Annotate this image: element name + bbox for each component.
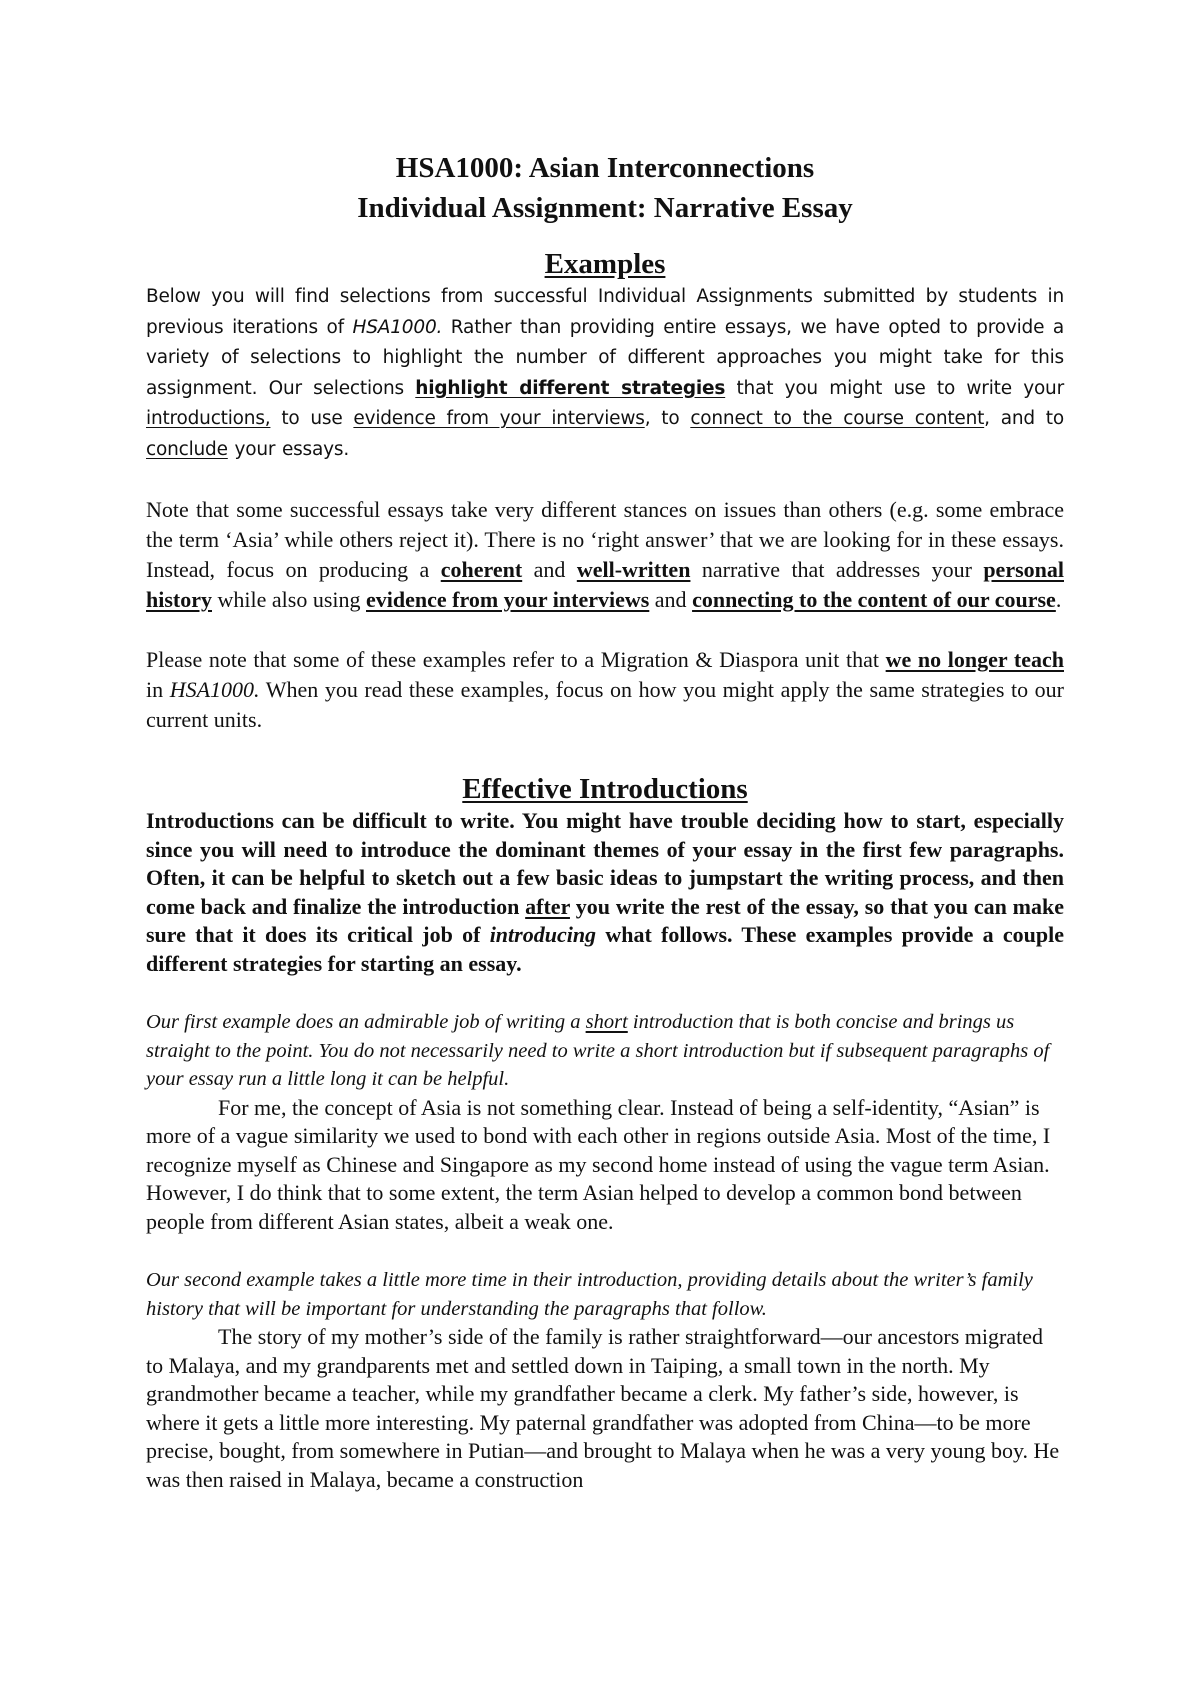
text-run: you write the rest of the essay, so that you can make sure that it does its critical job of [146, 893, 1064, 947]
underline-evidence: evidence from your interviews [353, 408, 645, 429]
text-run: to use [270, 408, 354, 429]
migration-note-paragraph [146, 645, 1064, 735]
emphasis-connecting: connecting to the content of our course [692, 587, 1056, 612]
second-example-note: Our second example takes a little more time in their introduction, providing details about the writer’s family history that will be important for understanding the paragraphs that follow. [146, 1269, 1033, 1320]
paragraph-gap [146, 978, 1064, 1008]
text-run: Note that some successful essays take very different stances on issues than others (e.g. some embrace the term ‘Asia’ while others reject it). There is no ‘right answer’ that we are looking for in these essays. Instead, focus on producing a [146, 497, 1064, 582]
emphasis-highlight-strategies: highlight different strategies [415, 377, 726, 399]
underline-introductions: introductions, [146, 408, 271, 429]
examples-heading: Examples [544, 248, 666, 280]
first-example-note [146, 1008, 1064, 1094]
document-title [146, 148, 1064, 228]
second-example-essay-excerpt: The story of my mother’s side of the family is rather straightforward—our ancestors migrated to Malaya, and my grandparents met and settled down in Taiping, a small town in the north. My grandmother became a teacher, while my grandfather became a clerk. My father’s side, however, is where it gets a little more interesting. My paternal grandfather was adopted from China—to be more precise, bought, from somewhere in Putian—and brought to Malaya when he was a very young boy. He was then raised in Malaya, became a construction [146, 1324, 1060, 1492]
underline-course-content: connect to the course content [690, 408, 985, 429]
underline-conclude: conclude [146, 438, 228, 460]
paragraph-gap [146, 1236, 1064, 1266]
text-run: and [649, 587, 693, 612]
title-line-1: HSA1000: Asian Interconnections [395, 152, 815, 184]
text-run: , to [644, 408, 691, 429]
text-run: and [522, 557, 577, 582]
italic-introducing: introducing [489, 922, 597, 947]
text-run: what follows. These examples provide a couple different strategies for starting an essay. [146, 922, 1064, 976]
emphasis-well-written: well-written [576, 557, 691, 582]
text-run: in [146, 677, 170, 702]
text-run: When you read these examples, focus on how you might apply the same strategies to our current units. [146, 677, 1064, 732]
paragraph-gap [146, 615, 1064, 645]
text-run: your essays. [227, 438, 350, 460]
introductions-guidance-paragraph [146, 807, 1064, 978]
effective-introductions-heading: Effective Introductions [462, 773, 748, 805]
text-run: Please note that some of these examples refer to a Migration & Diaspora unit that [146, 647, 886, 672]
course-code-italic: HSA1000. [169, 677, 260, 702]
stances-paragraph [146, 495, 1064, 615]
title-line-2: Individual Assignment: Narrative Essay [357, 192, 853, 224]
paragraph-gap [146, 465, 1064, 495]
text-run: . [1055, 587, 1062, 612]
text-run: , and to [984, 408, 1064, 429]
emphasis-no-longer-teach: we no longer teach [885, 647, 1064, 672]
text-run: while also using [212, 587, 366, 612]
underline-after: after [525, 893, 570, 919]
text-run: Our first example does an admirable job of writing a [146, 1011, 586, 1033]
document-body [146, 148, 1064, 1494]
examples-intro-paragraph [146, 282, 1064, 465]
first-example-essay-excerpt: For me, the concept of Asia is not something clear. Instead of being a self-identity, “Asian” is more of a vague similarity we used to bond with each other in regions outside Asia. Most of the time, I recognize myself as Chinese and Singapore as my second home instead of using the vague term Asian. However, I do think that to some extent, the term Asian helped to develop a common bond between people from different Asian states, albeit a weak one. [146, 1094, 1051, 1234]
emphasis-evidence: evidence from your interviews [366, 587, 650, 612]
emphasis-personal-history: personal history [146, 557, 1064, 612]
emphasis-coherent: coherent [440, 557, 523, 582]
text-run: that you might use to write your [725, 377, 1064, 399]
text-run: introduction that is both concise and brings us straight to the point. You do not necessarily need to write a short introduction but if subsequent paragraphs of your essay run a little long it can be helpful. [146, 1011, 1050, 1090]
course-code-italic: HSA1000. [352, 316, 443, 338]
text-run: Introductions can be difficult to write. You might have trouble deciding how to start, especially since you will need to introduce the dominant themes of your essay in the first few paragraphs. Often, it can be helpful to sketch out a few basic ideas to jumpstart the writing process, and then come back and finalize the introduction [146, 808, 1064, 919]
text-run: Below you will find selections from successful Individual Assignments submitted by students in previous iterations of [146, 286, 1064, 338]
underline-short: short [585, 1011, 628, 1033]
text-run: Rather than providing entire essays, we have opted to provide a variety of selections to highlight the number of different approaches you might take for this assignment. Our selections [146, 316, 1064, 399]
text-run: narrative that addresses your [690, 557, 984, 582]
